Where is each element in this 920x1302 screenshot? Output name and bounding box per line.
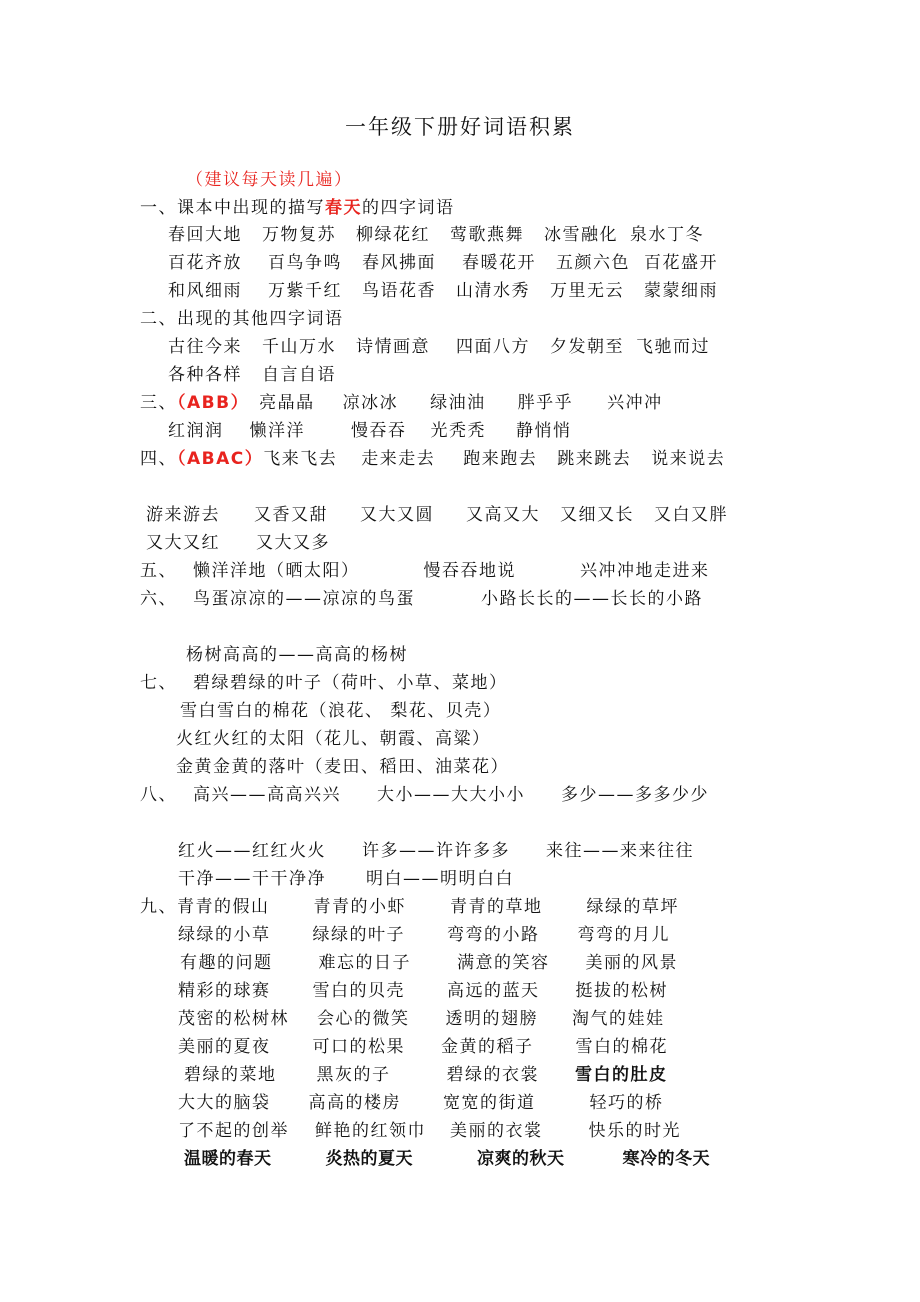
word: 五颜六色 (556, 253, 630, 273)
section9-row (140, 895, 679, 919)
phrase: 快乐的时光 (588, 1121, 681, 1141)
section8-row (178, 839, 694, 863)
section4-row (146, 503, 728, 527)
phrase: 明白——明明白白 (366, 869, 514, 889)
phrase: 美丽的夏夜 (178, 1037, 271, 1057)
word: 山清水秀 (456, 281, 530, 301)
phrase: 多少——多多少少 (561, 785, 709, 805)
word: 千山万水 (262, 337, 336, 357)
phrase: 许多——许许多多 (362, 841, 510, 861)
word: 万物复苏 (262, 225, 336, 245)
word: 光秃秃 (430, 421, 486, 441)
word: 鸟语花香 (362, 281, 436, 301)
section1-heading (140, 196, 455, 220)
section2-heading: 二、出现的其他四字词语 (140, 309, 344, 329)
word: 又白又胖 (654, 505, 728, 525)
phrase: 青青的假山 (177, 897, 270, 917)
phrase: 慢吞吞地说 (423, 561, 516, 581)
phrase: 寒冷的冬天 (622, 1149, 710, 1169)
section9-row (180, 951, 678, 975)
section1-prefix: 一、课本中出现的描写 (140, 198, 325, 218)
phrase: 雪白的棉花 (575, 1037, 668, 1057)
section9-row (178, 1035, 668, 1059)
word: 古往今来 (168, 337, 242, 357)
phrase: 凉爽的秋天 (477, 1149, 565, 1169)
phrase: 挺拔的松树 (575, 981, 668, 1001)
section1-suffix: 的四字词语 (362, 198, 455, 218)
phrase: 兴冲冲地走进来 (580, 561, 710, 581)
section5-number: 五、 (140, 561, 177, 581)
phrase: 黑灰的子 (316, 1065, 391, 1085)
phrase: 大小——大大小小 (377, 785, 525, 805)
word: 静悄悄 (516, 421, 572, 441)
word: 夕发朝至 (550, 337, 624, 357)
phrase: 高兴——高高兴兴 (193, 785, 341, 805)
phrase: 青青的草地 (450, 897, 543, 917)
word: 春回大地 (168, 225, 242, 245)
section7-row: 雪白雪白的棉花（浪花、 梨花、贝壳） (180, 701, 502, 721)
phrase: 绿绿的草坪 (586, 897, 679, 917)
section2-row (168, 363, 336, 387)
phrase: 弯弯的小路 (447, 925, 540, 945)
word: 懒洋洋 (249, 421, 305, 441)
word: 绿油油 (430, 393, 486, 413)
section4-row (140, 447, 725, 471)
word: 百花齐放 (168, 253, 242, 273)
section8-row (140, 783, 709, 807)
phrase: 高远的蓝天 (447, 981, 540, 1001)
section8-number: 八、 (140, 785, 177, 805)
word: 百花盛开 (644, 253, 718, 273)
section3-row (168, 419, 572, 443)
section6-row: 杨树高高的——高高的杨树 (186, 645, 408, 665)
phrase: 美丽的风景 (585, 953, 678, 973)
phrase: 青青的小虾 (313, 897, 406, 917)
section7-row: 金黄金黄的落叶（麦田、稻田、油菜花） (176, 757, 509, 777)
phrase: 高高的楼房 (308, 1093, 401, 1113)
word: 走来走去 (361, 449, 436, 469)
phrase: 鲜艳的红领巾 (315, 1121, 426, 1141)
section1-row (168, 251, 718, 275)
phrase: 透明的翅膀 (445, 1009, 538, 1029)
word: 说来说去 (651, 449, 726, 469)
word: 跳来跳去 (557, 449, 632, 469)
section9-row (184, 1147, 710, 1171)
phrase: 宽宽的街道 (443, 1093, 536, 1113)
section9-number: 九、 (140, 897, 177, 917)
word: 万里无云 (550, 281, 624, 301)
phrase: 鸟蛋凉凉的——凉凉的鸟蛋 (193, 589, 415, 609)
phrase: 碧绿碧绿的叶子（荷叶、小草、菜地） (193, 673, 508, 693)
phrase: 来往——来来往往 (546, 841, 694, 861)
phrase: 精彩的球赛 (178, 981, 271, 1001)
word: 亮晶晶 (259, 393, 315, 413)
phrase: 了不起的创举 (178, 1121, 289, 1141)
section6-row (140, 587, 703, 611)
phrase: 雪白的贝壳 (312, 981, 405, 1001)
word: 又大又圆 (360, 505, 434, 525)
phrase: 轻巧的桥 (589, 1093, 664, 1113)
phrase: 红火——红红火火 (178, 841, 326, 861)
section9-row (178, 1091, 664, 1115)
section5-row (140, 559, 710, 583)
word: 百鸟争鸣 (268, 253, 342, 273)
phrase: 大大的脑袋 (178, 1093, 271, 1113)
word: 冰雪融化 (544, 225, 618, 245)
word: 莺歌燕舞 (450, 225, 524, 245)
word: 飞来飞去 (263, 449, 338, 469)
phrase: 难忘的日子 (318, 953, 411, 973)
section2-row (168, 335, 710, 359)
word: 红润润 (168, 421, 224, 441)
section3-tag: （ABB） (177, 393, 250, 413)
word: 又大又红 (146, 533, 220, 553)
word: 自言自语 (262, 365, 336, 385)
word: 和风细雨 (168, 281, 242, 301)
word: 四面八方 (456, 337, 530, 357)
section7-row: 火红火红的太阳（花儿、朝霞、高粱） (176, 729, 491, 749)
section3-row (140, 391, 663, 415)
section9-row (184, 1063, 668, 1087)
phrase: 茂密的松树林 (178, 1009, 289, 1029)
word: 春暖花开 (462, 253, 536, 273)
page-title: 一年级下册好词语积累 (345, 115, 575, 139)
phrase: 干净——干干净净 (178, 869, 326, 889)
section6-number: 六、 (140, 589, 177, 609)
word: 诗情画意 (356, 337, 430, 357)
phrase: 金黄的稻子 (441, 1037, 534, 1057)
word: 又大又多 (256, 533, 330, 553)
word: 蒙蒙细雨 (644, 281, 718, 301)
phrase: 碧绿的菜地 (184, 1065, 277, 1085)
section7-number: 七、 (140, 673, 177, 693)
section9-row (178, 923, 670, 947)
word: 万紫千红 (268, 281, 342, 301)
phrase: 炎热的夏天 (325, 1149, 413, 1169)
word: 凉冰冰 (342, 393, 399, 413)
phrase: 弯弯的月儿 (577, 925, 670, 945)
phrase: 绿绿的小草 (178, 925, 271, 945)
word: 兴冲冲 (607, 393, 663, 413)
section1-row (168, 279, 718, 303)
section1-highlight: 春天 (325, 198, 362, 218)
phrase: 雪白的肚皮 (575, 1065, 668, 1085)
word: 游来游去 (146, 505, 220, 525)
phrase: 淘气的娃娃 (572, 1009, 665, 1029)
phrase: 美丽的衣裳 (450, 1121, 543, 1141)
section9-row (178, 1007, 665, 1031)
word: 胖乎乎 (517, 393, 574, 413)
word: 春风拂面 (362, 253, 436, 273)
word: 又细又长 (560, 505, 634, 525)
word: 各种各样 (168, 365, 242, 385)
reading-note: （建议每天读几遍） (186, 170, 353, 190)
word: 又香又甜 (254, 505, 328, 525)
section4-tag: （ABAC） (177, 449, 264, 469)
word: 柳绿花红 (356, 225, 430, 245)
phrase: 绿绿的叶子 (312, 925, 405, 945)
word: 飞驰而过 (636, 337, 710, 357)
section9-row (178, 1119, 681, 1143)
word: 又高又大 (466, 505, 540, 525)
phrase: 满意的笑容 (457, 953, 550, 973)
section3-number: 三、 (140, 393, 177, 413)
section9-row (178, 979, 668, 1003)
phrase: 碧绿的衣裳 (446, 1065, 539, 1085)
word: 慢吞吞 (351, 421, 407, 441)
phrase: 可口的松果 (312, 1037, 405, 1057)
word: 跑来跑去 (463, 449, 538, 469)
section1-row (168, 223, 704, 247)
phrase: 小路长长的——长长的小路 (481, 589, 703, 609)
phrase: 会心的微笑 (317, 1009, 410, 1029)
phrase: 温暖的春天 (184, 1149, 272, 1169)
section4-number: 四、 (140, 449, 177, 469)
phrase: 懒洋洋地（晒太阳） (193, 561, 360, 581)
section8-row (178, 867, 514, 891)
phrase: 有趣的问题 (180, 953, 273, 973)
section7-row (140, 671, 508, 695)
section4-row (146, 531, 330, 555)
word: 泉水丁冬 (630, 225, 704, 245)
